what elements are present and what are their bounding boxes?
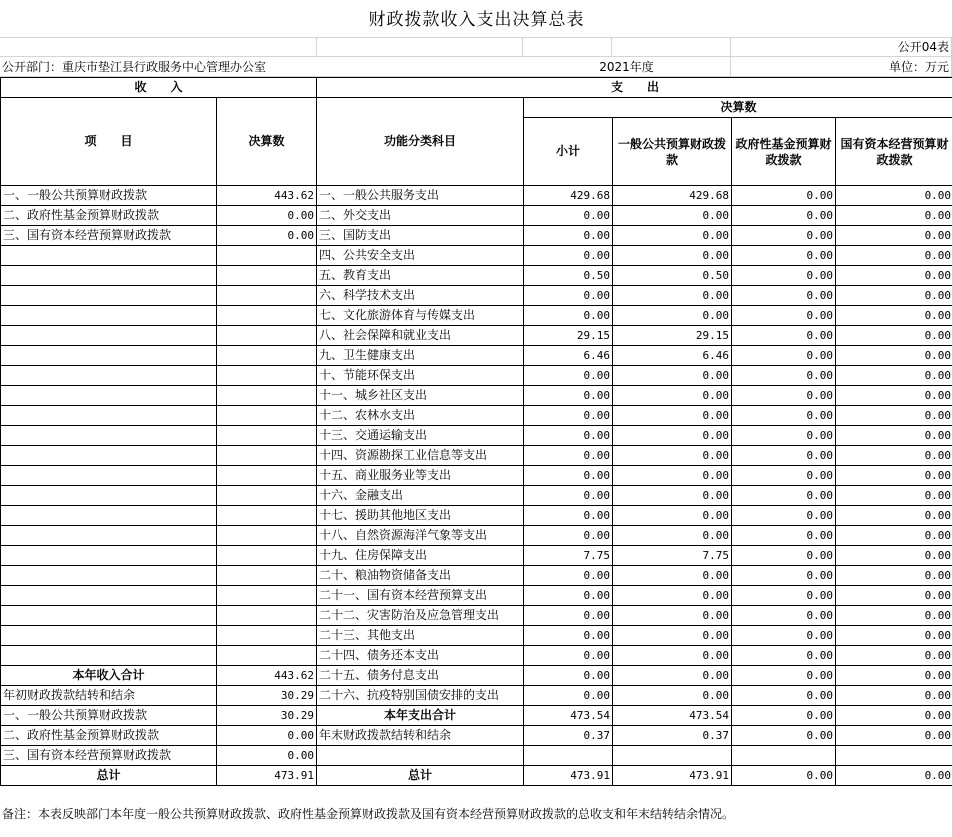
table-row	[1, 706, 953, 726]
income-item-cell[interactable]: 一、一般公共预算财政拨款	[1, 706, 217, 726]
state-capital-cell[interactable]: 0.00	[836, 346, 953, 366]
state-capital-cell[interactable]: 0.00	[836, 726, 953, 746]
general-budget-cell[interactable]	[613, 746, 732, 766]
income-item-cell[interactable]	[1, 626, 217, 646]
subtotal-cell[interactable]: 0.00	[524, 226, 613, 246]
gov-fund-cell[interactable]: 0.00	[732, 366, 836, 386]
table-row	[1, 466, 953, 486]
expenditure-header: 支 出	[317, 78, 953, 98]
state-capital-cell[interactable]: 0.00	[836, 686, 953, 706]
state-capital-cell[interactable]: 0.00	[836, 666, 953, 686]
general-budget-cell[interactable]: 0.00	[613, 646, 732, 666]
gov-fund-cell[interactable]: 0.00	[732, 526, 836, 546]
state-capital-cell[interactable]: 0.00	[836, 466, 953, 486]
report-title: 财政拨款收入支出决算总表	[0, 0, 953, 38]
income-amount-cell[interactable]	[217, 406, 317, 426]
table-row	[1, 426, 953, 446]
state-capital-cell[interactable]: 0.00	[836, 266, 953, 286]
fiscal-table	[0, 77, 953, 786]
income-amount-cell[interactable]	[217, 606, 317, 626]
state-capital-cell[interactable]: 0.00	[836, 446, 953, 466]
subtotal-cell[interactable]: 0.00	[524, 586, 613, 606]
gov-fund-cell[interactable]: 0.00	[732, 206, 836, 226]
income-amount-cell[interactable]: 0.00	[217, 746, 317, 766]
income-item-cell[interactable]: 总计	[1, 766, 217, 786]
gov-fund-cell[interactable]: 0.00	[732, 246, 836, 266]
state-capital-cell[interactable]: 0.00	[836, 246, 953, 266]
subtotal-cell[interactable]: 0.00	[524, 666, 613, 686]
gov-fund-cell[interactable]: 0.00	[732, 446, 836, 466]
income-amount-cell[interactable]	[217, 466, 317, 486]
expenditure-item-cell[interactable]: 十一、城乡社区支出	[317, 386, 524, 406]
income-amount-cell[interactable]: 0.00	[217, 206, 317, 226]
table-row	[1, 206, 953, 226]
state-capital-cell[interactable]: 0.00	[836, 406, 953, 426]
income-item-cell[interactable]	[1, 326, 217, 346]
table-row	[1, 286, 953, 306]
expenditure-item-cell[interactable]: 四、公共安全支出	[317, 246, 524, 266]
general-budget-cell[interactable]: 0.00	[613, 206, 732, 226]
gov-fund-cell[interactable]: 0.00	[732, 766, 836, 786]
general-budget-cell[interactable]: 29.15	[613, 326, 732, 346]
subtotal-cell[interactable]: 0.00	[524, 486, 613, 506]
income-amount-cell[interactable]	[217, 546, 317, 566]
income-item-cell[interactable]	[1, 466, 217, 486]
expenditure-item-cell[interactable]: 十三、交通运输支出	[317, 426, 524, 446]
gov-fund-cell[interactable]: 0.00	[732, 286, 836, 306]
income-item-cell[interactable]	[1, 446, 217, 466]
income-item-cell[interactable]: 年初财政拨款结转和结余	[1, 686, 217, 706]
general-budget-cell[interactable]: 0.00	[613, 286, 732, 306]
income-item-cell[interactable]	[1, 566, 217, 586]
expenditure-item-cell[interactable]: 二十一、国有资本经营预算支出	[317, 586, 524, 606]
gov-fund-header: 政府性基金预算财政拨款	[732, 118, 836, 186]
general-budget-cell[interactable]: 0.00	[613, 386, 732, 406]
income-item-cell[interactable]	[1, 586, 217, 606]
expenditure-item-cell[interactable]: 一、一般公共服务支出	[317, 186, 524, 206]
expenditure-item-cell[interactable]	[317, 746, 524, 766]
state-capital-header: 国有资本经营预算财政拨款	[836, 118, 953, 186]
income-item-cell[interactable]	[1, 606, 217, 626]
table-row	[1, 626, 953, 646]
expenditure-item-cell[interactable]: 二十五、债务付息支出	[317, 666, 524, 686]
expenditure-item-cell[interactable]: 二十四、债务还本支出	[317, 646, 524, 666]
subtotal-cell[interactable]: 0.00	[524, 386, 613, 406]
department-row	[0, 57, 953, 77]
general-budget-cell[interactable]: 429.68	[613, 186, 732, 206]
subtotal-cell[interactable]	[524, 746, 613, 766]
subtotal-header: 小计	[524, 118, 613, 186]
state-capital-cell[interactable]: 0.00	[836, 526, 953, 546]
income-amount-cell[interactable]: 443.62	[217, 186, 317, 206]
general-budget-cell[interactable]: 0.00	[613, 666, 732, 686]
income-item-cell[interactable]	[1, 546, 217, 566]
income-amount-cell[interactable]	[217, 586, 317, 606]
gov-fund-cell[interactable]: 0.00	[732, 326, 836, 346]
income-amount-cell[interactable]	[217, 526, 317, 546]
expenditure-item-cell[interactable]: 十五、商业服务业等支出	[317, 466, 524, 486]
state-capital-cell[interactable]: 0.00	[836, 326, 953, 346]
table-row	[1, 686, 953, 706]
table-row	[1, 246, 953, 266]
income-item-cell[interactable]: 三、国有资本经营预算财政拨款	[1, 226, 217, 246]
general-budget-cell[interactable]: 0.00	[613, 226, 732, 246]
subtotal-cell[interactable]: 0.00	[524, 626, 613, 646]
expenditure-item-cell[interactable]: 八、社会保障和就业支出	[317, 326, 524, 346]
general-budget-cell[interactable]: 0.00	[613, 586, 732, 606]
table-row	[1, 446, 953, 466]
state-capital-cell[interactable]: 0.00	[836, 706, 953, 726]
income-item-cell[interactable]	[1, 346, 217, 366]
report-year: 2021年度	[523, 57, 731, 77]
table-row	[1, 546, 953, 566]
state-capital-cell[interactable]: 0.00	[836, 366, 953, 386]
table-row	[1, 746, 953, 766]
income-amount-cell[interactable]: 473.91	[217, 766, 317, 786]
income-amount-cell[interactable]: 0.00	[217, 726, 317, 746]
income-amount-cell[interactable]	[217, 286, 317, 306]
income-amount-cell[interactable]	[217, 306, 317, 326]
gov-fund-cell[interactable]: 0.00	[732, 266, 836, 286]
general-budget-cell[interactable]: 473.54	[613, 706, 732, 726]
income-item-cell[interactable]	[1, 406, 217, 426]
item-header: 项 目	[1, 98, 217, 186]
table-row	[1, 646, 953, 666]
form-code: 公开04表	[731, 37, 952, 57]
function-category-header: 功能分类科目	[317, 98, 524, 186]
income-item-cell[interactable]	[1, 526, 217, 546]
table-row	[1, 506, 953, 526]
subtotal-cell[interactable]: 0.00	[524, 466, 613, 486]
income-item-cell[interactable]	[1, 486, 217, 506]
expenditure-item-cell[interactable]: 本年支出合计	[317, 706, 524, 726]
income-item-cell[interactable]	[1, 386, 217, 406]
income-amount-cell[interactable]	[217, 266, 317, 286]
table-row	[1, 386, 953, 406]
state-capital-cell[interactable]	[836, 746, 953, 766]
subtotal-cell[interactable]: 7.75	[524, 546, 613, 566]
table-row	[1, 326, 953, 346]
general-budget-cell[interactable]: 0.37	[613, 726, 732, 746]
expenditure-item-cell[interactable]: 六、科学技术支出	[317, 286, 524, 306]
table-row	[1, 526, 953, 546]
income-amount-cell[interactable]	[217, 346, 317, 366]
gov-fund-cell[interactable]: 0.00	[732, 726, 836, 746]
income-item-cell[interactable]	[1, 506, 217, 526]
income-amount-cell[interactable]	[217, 506, 317, 526]
income-item-cell[interactable]	[1, 306, 217, 326]
table-row	[1, 346, 953, 366]
general-budget-cell[interactable]: 0.00	[613, 526, 732, 546]
general-budget-cell[interactable]: 0.00	[613, 606, 732, 626]
subtotal-cell[interactable]: 6.46	[524, 346, 613, 366]
state-capital-cell[interactable]: 0.00	[836, 546, 953, 566]
state-capital-cell[interactable]: 0.00	[836, 626, 953, 646]
expenditure-item-cell[interactable]: 五、教育支出	[317, 266, 524, 286]
expenditure-item-cell[interactable]: 十二、农林水支出	[317, 406, 524, 426]
gov-fund-cell[interactable]: 0.00	[732, 386, 836, 406]
footnote: 备注：本表反映部门本年度一般公共预算财政拨款、政府性基金预算财政拨款及国有资本经营预算财政拨款的总收支和年末结转结余情况。	[2, 807, 735, 821]
gov-fund-cell[interactable]: 0.00	[732, 346, 836, 366]
table-row	[1, 766, 953, 786]
final-amount-group-header: 决算数	[524, 98, 953, 118]
gov-fund-cell[interactable]: 0.00	[732, 646, 836, 666]
income-item-cell[interactable]: 二、政府性基金预算财政拨款	[1, 206, 217, 226]
income-amount-cell[interactable]: 443.62	[217, 666, 317, 686]
table-row	[1, 486, 953, 506]
income-amount-cell[interactable]	[217, 566, 317, 586]
general-budget-cell[interactable]: 0.00	[613, 626, 732, 646]
general-budget-cell[interactable]: 473.91	[613, 766, 732, 786]
subtotal-cell[interactable]: 0.00	[524, 286, 613, 306]
final-amount-header: 决算数	[217, 98, 317, 186]
expenditure-item-cell[interactable]: 年末财政拨款结转和结余	[317, 726, 524, 746]
gov-fund-cell[interactable]: 0.00	[732, 226, 836, 246]
general-budget-cell[interactable]: 7.75	[613, 546, 732, 566]
expenditure-item-cell[interactable]: 二十六、抗疫特别国债安排的支出	[317, 686, 524, 706]
general-budget-cell[interactable]: 0.00	[613, 566, 732, 586]
expenditure-item-cell[interactable]: 十、节能环保支出	[317, 366, 524, 386]
expenditure-item-cell[interactable]: 九、卫生健康支出	[317, 346, 524, 366]
gov-fund-cell[interactable]: 0.00	[732, 486, 836, 506]
income-item-cell[interactable]	[1, 246, 217, 266]
state-capital-cell[interactable]: 0.00	[836, 286, 953, 306]
gov-fund-cell[interactable]: 0.00	[732, 626, 836, 646]
general-budget-cell[interactable]: 0.50	[613, 266, 732, 286]
state-capital-cell[interactable]: 0.00	[836, 186, 953, 206]
gov-fund-cell[interactable]: 0.00	[732, 586, 836, 606]
form-code-row	[0, 37, 953, 57]
subtotal-cell[interactable]: 0.00	[524, 606, 613, 626]
gov-fund-cell[interactable]: 0.00	[732, 606, 836, 626]
income-amount-cell[interactable]	[217, 446, 317, 466]
subtotal-cell[interactable]: 29.15	[524, 326, 613, 346]
state-capital-cell[interactable]: 0.00	[836, 206, 953, 226]
gov-fund-cell[interactable]: 0.00	[732, 186, 836, 206]
gov-fund-cell[interactable]: 0.00	[732, 506, 836, 526]
general-budget-cell[interactable]: 0.00	[613, 486, 732, 506]
subtotal-cell[interactable]: 0.00	[524, 446, 613, 466]
empty-cell[interactable]	[523, 37, 612, 57]
subtotal-cell[interactable]: 0.00	[524, 206, 613, 226]
subtotal-cell[interactable]: 0.00	[524, 566, 613, 586]
table-row	[1, 586, 953, 606]
general-budget-header: 一般公共预算财政拨款	[613, 118, 732, 186]
general-budget-cell[interactable]: 0.00	[613, 506, 732, 526]
general-budget-cell[interactable]: 0.00	[613, 426, 732, 446]
table-row	[1, 266, 953, 286]
table-row	[1, 366, 953, 386]
expenditure-item-cell[interactable]: 二、外交支出	[317, 206, 524, 226]
income-item-cell[interactable]: 本年收入合计	[1, 666, 217, 686]
expenditure-item-cell[interactable]: 十八、自然资源海洋气象等支出	[317, 526, 524, 546]
income-amount-cell[interactable]	[217, 626, 317, 646]
income-item-cell[interactable]	[1, 366, 217, 386]
expenditure-item-cell[interactable]: 二十、粮油物资储备支出	[317, 566, 524, 586]
state-capital-cell[interactable]: 0.00	[836, 226, 953, 246]
general-budget-cell[interactable]: 0.00	[613, 406, 732, 426]
gov-fund-cell[interactable]: 0.00	[732, 306, 836, 326]
state-capital-cell[interactable]: 0.00	[836, 306, 953, 326]
state-capital-cell[interactable]: 0.00	[836, 766, 953, 786]
general-budget-cell[interactable]: 0.00	[613, 446, 732, 466]
state-capital-cell[interactable]: 0.00	[836, 606, 953, 626]
income-item-cell[interactable]: 三、国有资本经营预算财政拨款	[1, 746, 217, 766]
income-amount-cell[interactable]	[217, 326, 317, 346]
gov-fund-cell[interactable]: 0.00	[732, 686, 836, 706]
state-capital-cell[interactable]: 0.00	[836, 386, 953, 406]
state-capital-cell[interactable]: 0.00	[836, 586, 953, 606]
expenditure-item-cell[interactable]: 二十二、灾害防治及应急管理支出	[317, 606, 524, 626]
table-row	[1, 606, 953, 626]
subtotal-cell[interactable]: 429.68	[524, 186, 613, 206]
income-amount-cell[interactable]	[217, 246, 317, 266]
income-amount-cell[interactable]	[217, 426, 317, 446]
subtotal-cell[interactable]: 0.00	[524, 246, 613, 266]
gov-fund-cell[interactable]: 0.00	[732, 466, 836, 486]
income-amount-cell[interactable]: 30.29	[217, 686, 317, 706]
gov-fund-cell[interactable]: 0.00	[732, 406, 836, 426]
state-capital-cell[interactable]: 0.00	[836, 646, 953, 666]
income-item-cell[interactable]: 二、政府性基金预算财政拨款	[1, 726, 217, 746]
subtotal-cell[interactable]: 473.91	[524, 766, 613, 786]
table-row	[1, 726, 953, 746]
expenditure-item-cell[interactable]: 十四、资源勘探工业信息等支出	[317, 446, 524, 466]
subtotal-cell[interactable]: 0.00	[524, 406, 613, 426]
subtotal-cell[interactable]: 0.37	[524, 726, 613, 746]
subtotal-cell[interactable]: 0.00	[524, 686, 613, 706]
unit-label: 单位：万元	[731, 57, 952, 77]
table-row	[1, 306, 953, 326]
expenditure-item-cell[interactable]: 七、文化旅游体育与传媒支出	[317, 306, 524, 326]
empty-cell[interactable]	[0, 37, 317, 57]
table-row	[1, 566, 953, 586]
gov-fund-cell[interactable]: 0.00	[732, 426, 836, 446]
income-amount-cell[interactable]	[217, 366, 317, 386]
general-budget-cell[interactable]: 0.00	[613, 686, 732, 706]
table-row	[1, 186, 953, 206]
subtotal-cell[interactable]: 0.50	[524, 266, 613, 286]
table-row	[1, 666, 953, 686]
state-capital-cell[interactable]: 0.00	[836, 486, 953, 506]
state-capital-cell[interactable]: 0.00	[836, 426, 953, 446]
table-row	[1, 406, 953, 426]
subtotal-cell[interactable]: 0.00	[524, 366, 613, 386]
department-label: 公开部门：重庆市垫江县行政服务中心管理办公室	[0, 57, 523, 77]
income-item-cell[interactable]	[1, 646, 217, 666]
subtotal-cell[interactable]: 0.00	[524, 506, 613, 526]
expenditure-item-cell[interactable]: 十六、金融支出	[317, 486, 524, 506]
gov-fund-cell[interactable]: 0.00	[732, 546, 836, 566]
expenditure-item-cell[interactable]: 三、国防支出	[317, 226, 524, 246]
state-capital-cell[interactable]: 0.00	[836, 506, 953, 526]
expenditure-item-cell[interactable]: 十九、住房保障支出	[317, 546, 524, 566]
income-item-cell[interactable]	[1, 426, 217, 446]
income-amount-cell[interactable]	[217, 646, 317, 666]
general-budget-cell[interactable]: 0.00	[613, 466, 732, 486]
income-item-cell[interactable]	[1, 286, 217, 306]
state-capital-cell[interactable]: 0.00	[836, 566, 953, 586]
expenditure-item-cell[interactable]: 二十三、其他支出	[317, 626, 524, 646]
subtotal-cell[interactable]: 0.00	[524, 646, 613, 666]
income-amount-cell[interactable]	[217, 486, 317, 506]
gov-fund-cell[interactable]: 0.00	[732, 706, 836, 726]
income-amount-cell[interactable]	[217, 386, 317, 406]
gov-fund-cell[interactable]: 0.00	[732, 666, 836, 686]
income-amount-cell[interactable]: 30.29	[217, 706, 317, 726]
subtotal-cell[interactable]: 0.00	[524, 526, 613, 546]
general-budget-cell[interactable]: 6.46	[613, 346, 732, 366]
income-header: 收 入	[1, 78, 317, 98]
gov-fund-cell[interactable]: 0.00	[732, 566, 836, 586]
empty-cell[interactable]	[317, 37, 523, 57]
expenditure-item-cell[interactable]: 总计	[317, 766, 524, 786]
income-item-cell[interactable]	[1, 266, 217, 286]
subtotal-cell[interactable]: 473.54	[524, 706, 613, 726]
general-budget-cell[interactable]: 0.00	[613, 306, 732, 326]
subtotal-cell[interactable]: 0.00	[524, 426, 613, 446]
gov-fund-cell[interactable]	[732, 746, 836, 766]
table-row	[1, 226, 953, 246]
income-amount-cell[interactable]: 0.00	[217, 226, 317, 246]
empty-cell[interactable]	[612, 37, 731, 57]
expenditure-item-cell[interactable]: 十七、援助其他地区支出	[317, 506, 524, 526]
income-item-cell[interactable]: 一、一般公共预算财政拨款	[1, 186, 217, 206]
general-budget-cell[interactable]: 0.00	[613, 246, 732, 266]
general-budget-cell[interactable]: 0.00	[613, 366, 732, 386]
subtotal-cell[interactable]: 0.00	[524, 306, 613, 326]
